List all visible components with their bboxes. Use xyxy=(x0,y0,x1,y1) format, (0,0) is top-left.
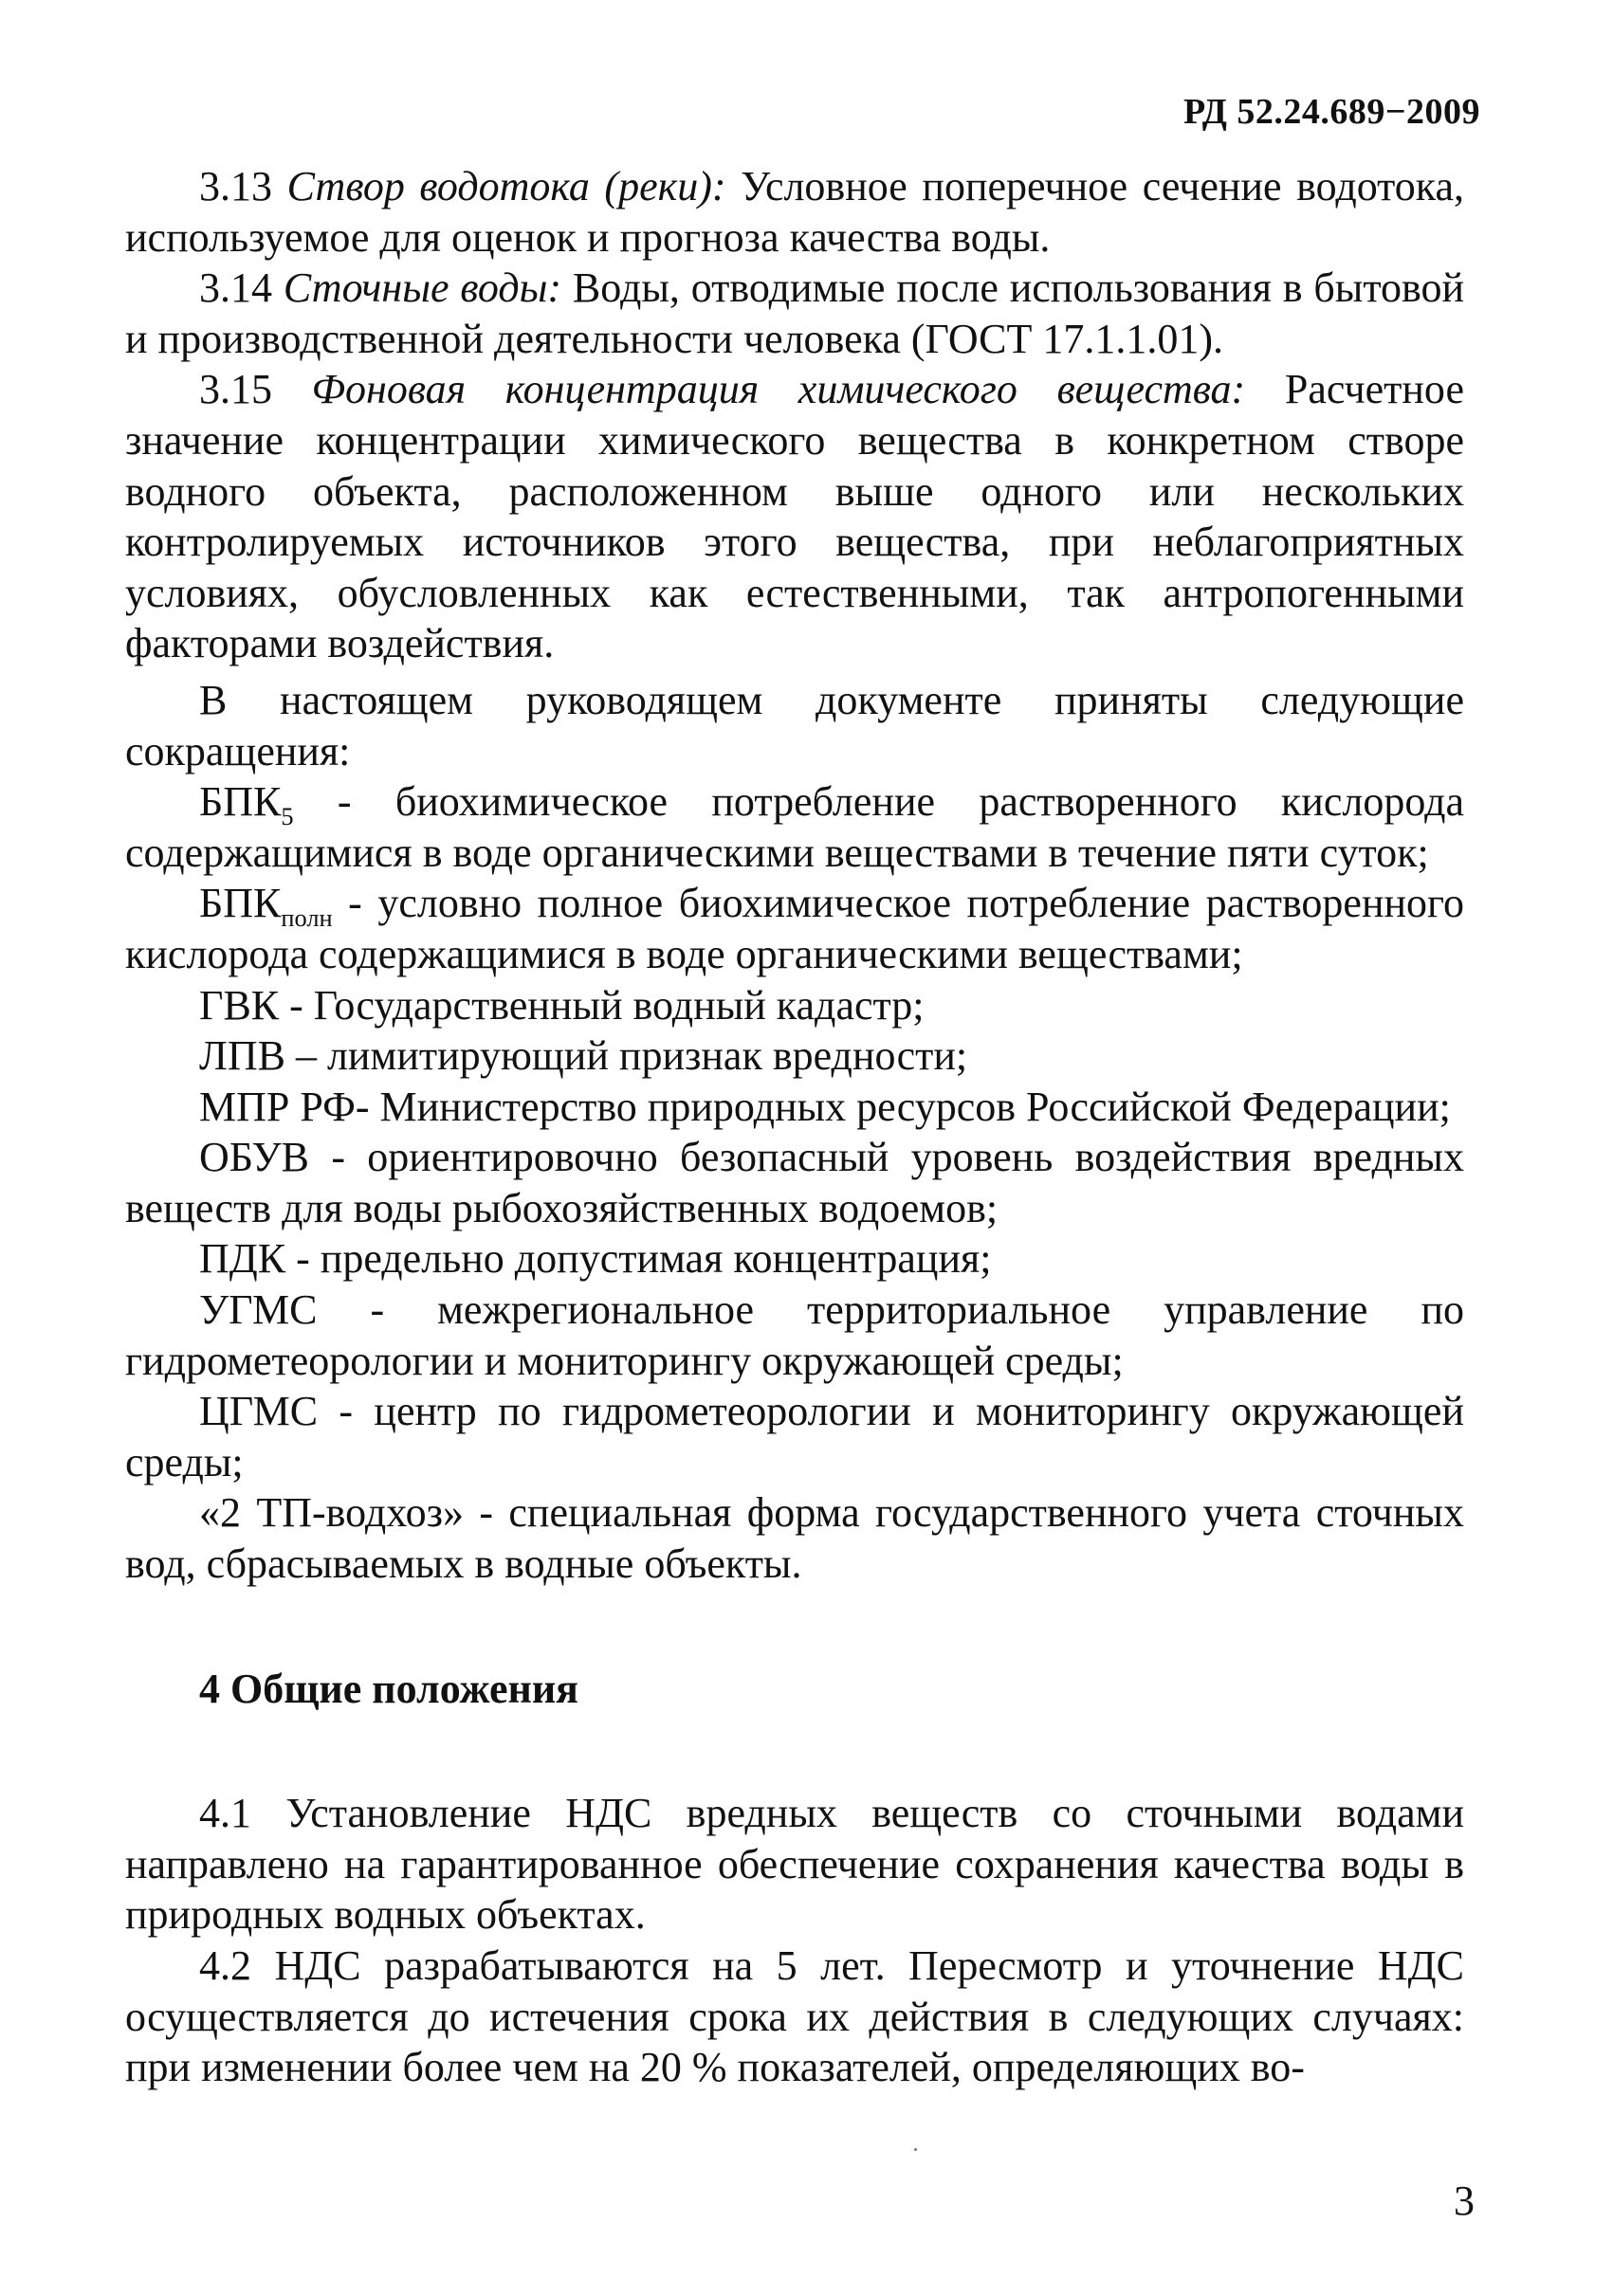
definition-text: Условное поперечное сечение водотока, используемое для оценок и прогноза качества воды. xyxy=(125,163,1465,261)
section-heading: 4 Общие положения xyxy=(199,1665,578,1712)
abbreviation-term: ЛПВ xyxy=(199,1032,285,1080)
definition-3-15 xyxy=(125,364,1464,669)
abbreviation-text: - межрегиональное территориальное управление по гидрометеорологии и мониторингу окружающей среды; xyxy=(125,1286,1464,1384)
definition-number: 3.13 xyxy=(199,163,287,210)
abbreviation-term: БПК xyxy=(199,880,282,927)
abbreviation-term: УГМС xyxy=(199,1286,318,1334)
abbreviation-text: - Министерство природных ресурсов Российской Федерации; xyxy=(355,1083,1451,1130)
abbreviation-text: – лимитирующий признак вредности; xyxy=(284,1032,968,1080)
document-code: РД 52.24.689−2009 xyxy=(1183,92,1480,132)
abbreviation-term: ПДК xyxy=(199,1235,286,1283)
abbreviation-item xyxy=(125,776,1464,878)
abbreviation-item xyxy=(125,980,1464,1031)
abbreviation-text: - специальная форма государственного учета сточных вод, сбрасываемых в водные объекты. xyxy=(125,1489,1464,1588)
definition-3-14 xyxy=(125,263,1464,364)
abbreviation-item xyxy=(125,1082,1464,1133)
abbreviations-intro: В настоящем руководящем документе приняты следующие сокращения: xyxy=(125,676,1464,774)
abbreviation-item xyxy=(125,878,1464,979)
abbreviation-text: - Государственный водный кадастр; xyxy=(279,981,925,1029)
definition-3-13 xyxy=(125,161,1464,263)
definition-text: Расчетное значение концентрации химического вещества в конкретном створе водного объекта, расположенном выше одного или нескольких контролируемых источников этого вещества, при неблагоприятных условиях, обусловленных как естественными, так антропогенными факторами воздействия. xyxy=(125,366,1464,667)
abbreviation-text: - предельно допустимая концентрация; xyxy=(285,1235,992,1283)
abbreviation-item xyxy=(125,1285,1464,1386)
scan-speck xyxy=(914,2148,917,2151)
abbreviation-item xyxy=(125,1386,1464,1487)
abbreviation-term: БПК xyxy=(199,778,282,826)
abbreviation-subscript: 5 xyxy=(281,801,294,830)
abbreviation-subscript: полн xyxy=(281,903,333,933)
page-number: 3 xyxy=(1454,2178,1475,2224)
definition-term: Сточные воды: xyxy=(283,264,562,312)
definition-term: Фоновая концентрация химического вещества: xyxy=(311,366,1246,413)
abbreviation-item xyxy=(125,1233,1464,1285)
abbreviation-term: ОБУВ xyxy=(199,1134,309,1181)
abbreviation-item xyxy=(125,1132,1464,1233)
definition-number: 3.14 xyxy=(199,264,284,312)
abbreviation-term: ГВК xyxy=(199,981,280,1029)
definition-term: Створ водотока (реки): xyxy=(286,163,726,210)
definition-text: Воды, отводимые после использования в бытовой и производственной деятельности человека (ГОСТ 17.1.1.01). xyxy=(125,264,1464,362)
abbreviation-text: - центр по гидрометеорологии и мониторингу окружающей среды; xyxy=(125,1388,1464,1485)
abbreviation-text: - ориентировочно безопасный уровень воздействия вредных веществ для воды рыбохозяйственных водоемов; xyxy=(125,1134,1464,1231)
page-body xyxy=(125,161,1464,2093)
paragraph-4-2: 4.2 НДС разрабатываются на 5 лет. Пересмотр и уточнение НДС осуществляется до истечения срока их действия в следующих случаях: при изменении более чем на 20 % показателей, определяющих во- xyxy=(125,1942,1464,2091)
abbreviation-term: МПР РФ xyxy=(199,1083,356,1130)
paragraph-4-1: 4.1 Установление НДС вредных веществ со сточными водами направлено на гарантированное обеспечение сохранения качества воды в природных водных объектах. xyxy=(125,1790,1464,1939)
abbreviation-text: - условно полное биохимическое потребление растворенного кислорода содержащимися в воде органическими веществами; xyxy=(125,880,1464,977)
abbreviation-text: - биохимическое потребление растворенного кислорода содержащимися в воде органическими веществами в течение пяти суток; xyxy=(125,778,1464,876)
abbreviation-term: ЦГМС xyxy=(199,1388,319,1435)
abbreviation-term: «2 ТП-водхоз» xyxy=(199,1489,464,1537)
abbreviation-item xyxy=(125,1487,1464,1589)
definition-number: 3.15 xyxy=(199,366,312,413)
abbreviation-item xyxy=(125,1030,1464,1082)
